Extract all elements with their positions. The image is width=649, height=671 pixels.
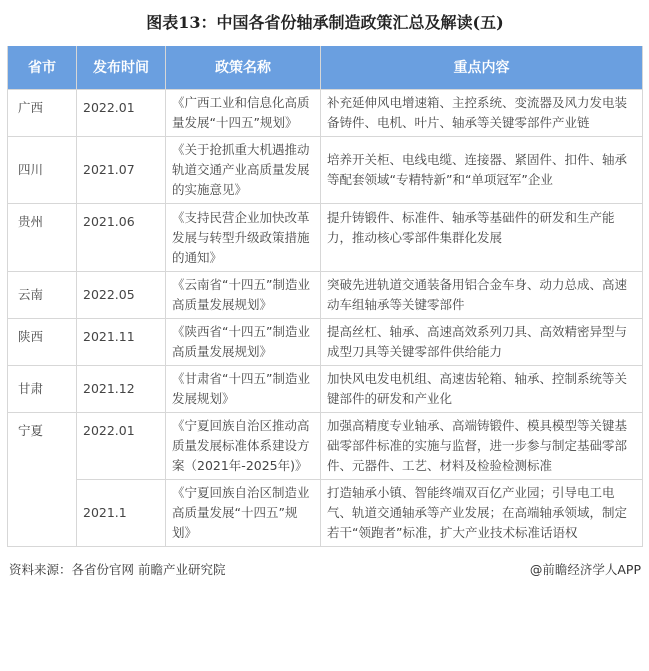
table-row	[8, 413, 643, 480]
table-row	[8, 204, 643, 272]
cell-content: 提升铸锻件、标准件、轴承等基础件的研发和生产能力，推动核心零部件集群化发展	[321, 204, 643, 272]
cell-province: 甘肃	[8, 366, 77, 413]
cell-province: 云南	[8, 272, 77, 319]
cell-province: 贵州	[8, 204, 77, 272]
cell-province: 四川	[8, 137, 77, 204]
cell-province: 陕西	[8, 319, 77, 366]
header-date: 发布时间	[77, 46, 166, 90]
policy-table	[7, 46, 643, 547]
cell-policy: 《支持民营企业加快改革发展与转型升级政策措施的通知》	[166, 204, 321, 272]
credit-note: @前瞻经济学人APP	[529, 562, 641, 577]
cell-policy: 《甘肃省“十四五”制造业发展规划》	[166, 366, 321, 413]
table-row	[8, 137, 643, 204]
cell-date: 2022.05	[77, 272, 166, 319]
cell-content: 加强高精度专业轴承、高端铸锻件、模具模型等关键基础零部件标准的实施与监督，进一步参与制定基础零部件、元器件、工艺、材料及检验检测标准	[321, 413, 643, 480]
source-note: 资料来源：各省份官网 前瞻产业研究院	[9, 562, 226, 577]
cell-date: 2022.01	[77, 413, 166, 480]
cell-policy: 《宁夏回族自治区推动高质量发展标准体系建设方案（2021年-2025年)》	[166, 413, 321, 480]
table-row	[8, 480, 643, 547]
cell-province: 宁夏	[8, 413, 77, 547]
cell-content: 加快风电发电机组、高速齿轮箱、轴承、控制系统等关键部件的研发和产业化	[321, 366, 643, 413]
cell-content: 补充延伸风电增速箱、主控系统、变流器及风力发电装备铸件、电机、叶片、轴承等关键零部件产业链	[321, 90, 643, 137]
table-row	[8, 319, 643, 366]
cell-date: 2021.11	[77, 319, 166, 366]
cell-province: 广西	[8, 90, 77, 137]
cell-date: 2022.01	[77, 90, 166, 137]
header-content: 重点内容	[321, 46, 643, 90]
header-policy: 政策名称	[166, 46, 321, 90]
cell-date: 2021.12	[77, 366, 166, 413]
cell-date: 2021.07	[77, 137, 166, 204]
cell-content: 培养开关柜、电线电缆、连接器、紧固件、扣件、轴承等配套领域“专精特新”和“单项冠军”企业	[321, 137, 643, 204]
page-title: 图表13：中国各省份轴承制造政策汇总及解读(五)	[146, 13, 504, 32]
table-header	[8, 46, 643, 90]
cell-policy: 《云南省“十四五”制造业高质量发展规划》	[166, 272, 321, 319]
table-row	[8, 90, 643, 137]
cell-content: 突破先进轨道交通装备用铝合金车身、动力总成、高速动车组轴承等关键零部件	[321, 272, 643, 319]
footer	[7, 561, 643, 579]
cell-content: 打造轴承小镇、智能终端双百亿产业园；引导电工电气、轨道交通轴承等产业发展；在高端轴承领域，制定若干“领跑者”标准，扩大产业技术标准话语权	[321, 480, 643, 547]
cell-policy: 《宁夏回族自治区制造业高质量发展“十四五”规划》	[166, 480, 321, 547]
table-row	[8, 272, 643, 319]
cell-content: 提高丝杠、轴承、高速高效系列刀具、高效精密异型与成型刀具等关键零部件供给能力	[321, 319, 643, 366]
cell-date: 2021.1	[77, 480, 166, 547]
cell-policy: 《广西工业和信息化高质量发展“十四五”规划》	[166, 90, 321, 137]
cell-policy: 《关于抢抓重大机遇推动轨道交通产业高质量发展的实施意见》	[166, 137, 321, 204]
cell-policy: 《陕西省“十四五”制造业高质量发展规划》	[166, 319, 321, 366]
header-province: 省市	[8, 46, 77, 90]
cell-date: 2021.06	[77, 204, 166, 272]
table-row	[8, 366, 643, 413]
